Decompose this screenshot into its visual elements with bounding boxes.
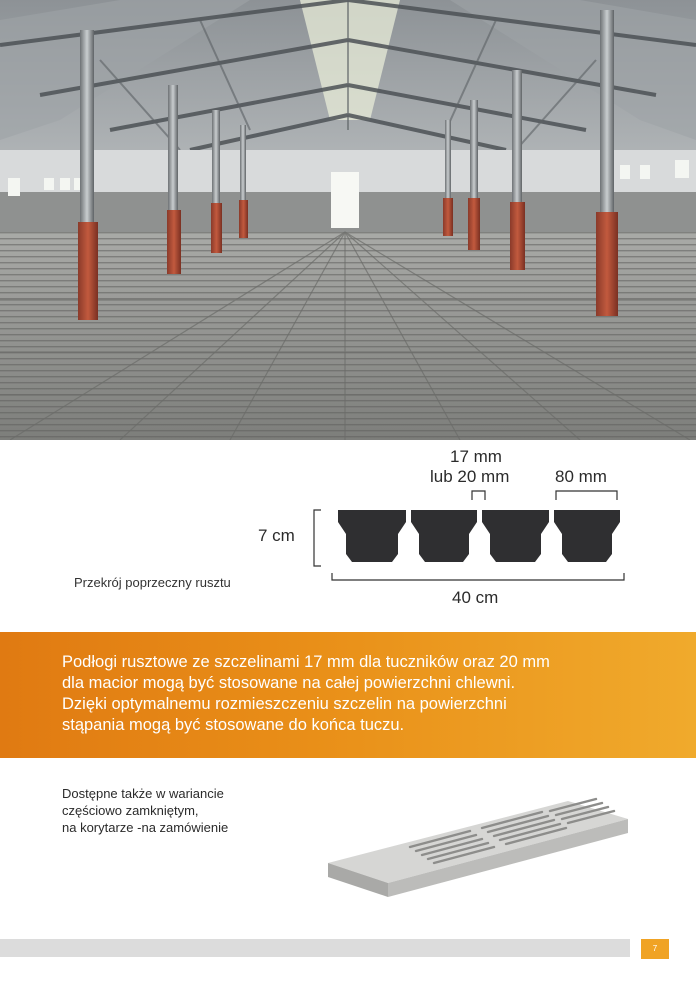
banner-line: Podłogi rusztowe ze szczelinami 17 mm dla tuczników oraz 20 mm (62, 653, 550, 671)
concrete-slat-illustration (310, 775, 640, 925)
variant-line: Dostępne także w wariancie (62, 786, 224, 801)
concrete-slat-photo (310, 775, 640, 925)
banner-text (62, 652, 652, 736)
slat-beam (482, 510, 549, 562)
height-label: 7 cm (258, 526, 295, 545)
slot-label-20mm: lub 20 mm (430, 467, 510, 486)
info-banner (0, 632, 696, 758)
slat-beam (554, 510, 620, 562)
barn-photo (0, 0, 696, 440)
slot-bracket (472, 491, 485, 500)
page-number: 7 (641, 939, 669, 959)
barn-photo-illustration (0, 0, 696, 440)
slot-label-17mm: 17 mm (450, 447, 502, 466)
footer-bar (0, 939, 630, 957)
slat-beam (411, 510, 477, 562)
width-bracket (332, 573, 624, 580)
width-label: 40 cm (452, 588, 499, 607)
banner-line: dla macior mogą być stosowane na całej powierzchni chlewni. (62, 674, 516, 692)
variant-description (62, 785, 322, 836)
variant-line: częściowo zamkniętym, (62, 803, 199, 818)
variant-line: na korytarze -na zamówienie (62, 820, 229, 835)
height-bracket (314, 510, 321, 566)
diagram-caption: Przekrój poprzeczny rusztu (74, 575, 231, 590)
banner-line: stąpania mogą być stosowane do końca tuczu. (62, 716, 405, 734)
cross-section-diagram (0, 440, 696, 630)
slat-beam (338, 510, 406, 562)
banner-line: Dzięki optymalnemu rozmieszczeniu szczelin na powierzchni (62, 695, 507, 713)
beam-bracket (556, 491, 617, 500)
beam-width-label: 80 mm (555, 467, 607, 486)
